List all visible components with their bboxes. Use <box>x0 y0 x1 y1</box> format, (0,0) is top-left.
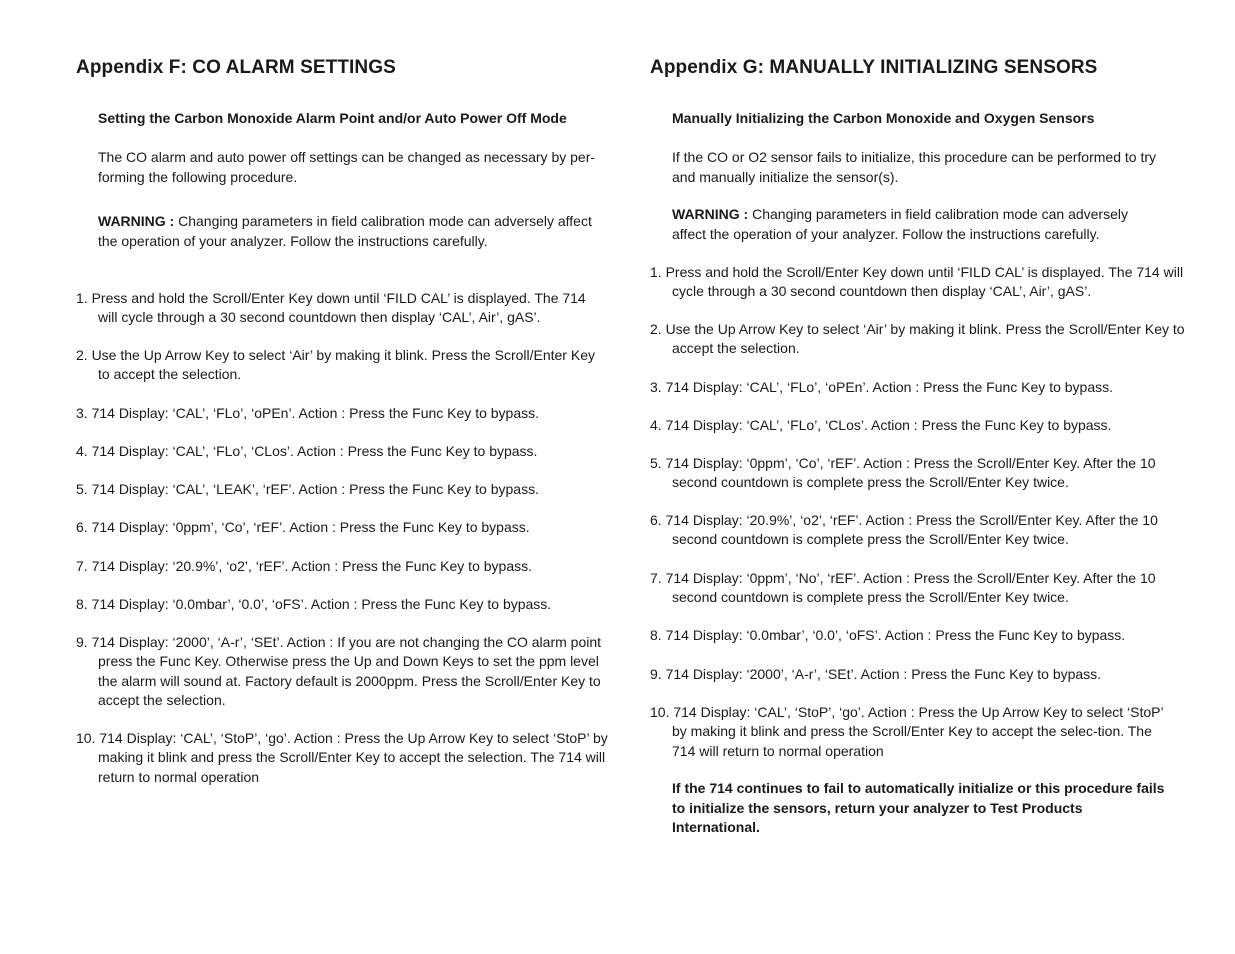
appendix-f-step-2: 2. Use the Up Arrow Key to select ‘Air’ by making it blink. Press the Scroll/Enter Key to accept the selection. <box>76 347 595 383</box>
appendix-g-closing-note: If the 714 continues to fail to automatically initialize or this procedure fails to initialize the sensors, return your analyzer to Test Products International. <box>672 780 1165 835</box>
appendix-f-step-4: 4. 714 Display: ‘CAL’, ‘FLo’, ‘CLos’. Action : Press the Func Key to bypass. <box>76 443 538 459</box>
appendix-g-subheading: Manually Initializing the Carbon Monoxide and Oxygen Sensors <box>672 110 1095 126</box>
warning-text: Changing parameters in field calibration mode can adversely affect the operation of your analyzer. Follow the instructions carefully. <box>672 206 1128 242</box>
warning-text: Changing parameters in field calibration mode can adversely affect the operation of your analyzer. Follow the instructions carefully. <box>98 213 592 249</box>
appendix-g-step-5: 5. 714 Display: ‘0ppm’, ‘Co’, ‘rEF’. Action : Press the Scroll/Enter Key. After the 10 second countdown is complete press the Scroll/Enter Key twice. <box>650 455 1156 491</box>
appendix-g-step-1: 1. Press and hold the Scroll/Enter Key down until ‘FILD CAL’ is displayed. The 714 will cycle through a 30 second countdown then display ‘CAL’, Air’, gAS’. <box>650 264 1184 300</box>
appendix-f-heading: Appendix F: CO ALARM SETTINGS <box>76 57 396 78</box>
appendix-f-step-1: 1. Press and hold the Scroll/Enter Key down until ‘FILD CAL’ is displayed. The 714 will cycle through a 30 second countdown then display ‘CAL’, Air’, gAS’. <box>76 290 586 326</box>
appendix-g-step-2: 2. Use the Up Arrow Key to select ‘Air’ by making it blink. Press the Scroll/Enter Key to accept the selection. <box>650 321 1185 357</box>
appendix-g-intro: If the CO or O2 sensor fails to initialize, this procedure can be performed to try and manually initialize the sensor(s). <box>672 149 1156 185</box>
appendix-f-warning <box>98 212 603 251</box>
appendix-g-step-9: 9. 714 Display: ‘2000’, ‘A-r’, ‘SEt’. Action : Press the Func Key to bypass. <box>650 666 1102 682</box>
appendix-g-heading: Appendix G: MANUALLY INITIALIZING SENSORS <box>650 57 1098 78</box>
appendix-g-step-4: 4. 714 Display: ‘CAL’, ‘FLo’, ‘CLos’. Action : Press the Func Key to bypass. <box>650 417 1112 433</box>
appendix-f-step-6: 6. 714 Display: ‘0ppm’, ‘Co’, ‘rEF’. Action : Press the Func Key to bypass. <box>76 519 530 535</box>
appendix-g-step-6: 6. 714 Display: ‘20.9%’, ‘o2’, ‘rEF’. Action : Press the Scroll/Enter Key. After the 10 second countdown is complete press the Scroll/Enter Key twice. <box>650 512 1158 548</box>
appendix-f-subheading: Setting the Carbon Monoxide Alarm Point and/or Auto Power Off Mode <box>98 110 567 126</box>
appendix-f-intro: The CO alarm and auto power off settings can be changed as necessary by per-forming the following procedure. <box>98 149 596 185</box>
appendix-g-step-7: 7. 714 Display: ‘0ppm’, ‘No’, ‘rEF’. Action : Press the Scroll/Enter Key. After the 10 second countdown is complete press the Scroll/Enter Key twice. <box>650 570 1156 606</box>
appendix-g-warning <box>672 205 1147 244</box>
appendix-f-step-8: 8. 714 Display: ‘0.0mbar’, ‘0.0’, ‘oFS’. Action : Press the Func Key to bypass. <box>76 596 552 612</box>
warning-label: WARNING : <box>672 206 749 222</box>
appendix-f-step-7: 7. 714 Display: ‘20.9%’, ‘o2’, ‘rEF’. Action : Press the Func Key to bypass. <box>76 558 532 574</box>
appendix-f-step-10: 10. 714 Display: ‘CAL’, ‘StoP’, ‘go’. Action : Press the Up Arrow Key to select ‘StoP’ by making it blink and press the Scroll/Enter Key to accept the selection. The 714 will return to normal operation <box>76 730 608 785</box>
appendix-g-step-8: 8. 714 Display: ‘0.0mbar’, ‘0.0’, ‘oFS’. Action : Press the Func Key to bypass. <box>650 627 1126 643</box>
appendix-f-step-3: 3. 714 Display: ‘CAL’, ‘FLo’, ‘oPEn’. Action : Press the Func Key to bypass. <box>76 405 540 421</box>
warning-label: WARNING : <box>98 213 175 229</box>
appendix-g-step-3: 3. 714 Display: ‘CAL’, ‘FLo’, ‘oPEn’. Action : Press the Func Key to bypass. <box>650 379 1114 395</box>
appendix-g-step-10: 10. 714 Display: ‘CAL’, ‘StoP’, ‘go’. Action : Press the Up Arrow Key to select ‘StoP’ by making it blink and press the Scroll/Enter Key to accept the selec-tion. The 714 will return to normal operation <box>650 704 1164 759</box>
appendix-f-step-9: 9. 714 Display: ‘2000’, ‘A-r’, ‘SEt’. Action : If you are not changing the CO alarm point press the Func Key. Otherwise press the Up and Down Keys to set the ppm level the alarm will sound at. Factory default is 2000ppm. Press the Scroll/Enter Key to accept the selection. <box>76 634 602 708</box>
appendix-f-step-5: 5. 714 Display: ‘CAL’, ‘LEAK’, ‘rEF’. Action : Press the Func Key to bypass. <box>76 481 539 497</box>
